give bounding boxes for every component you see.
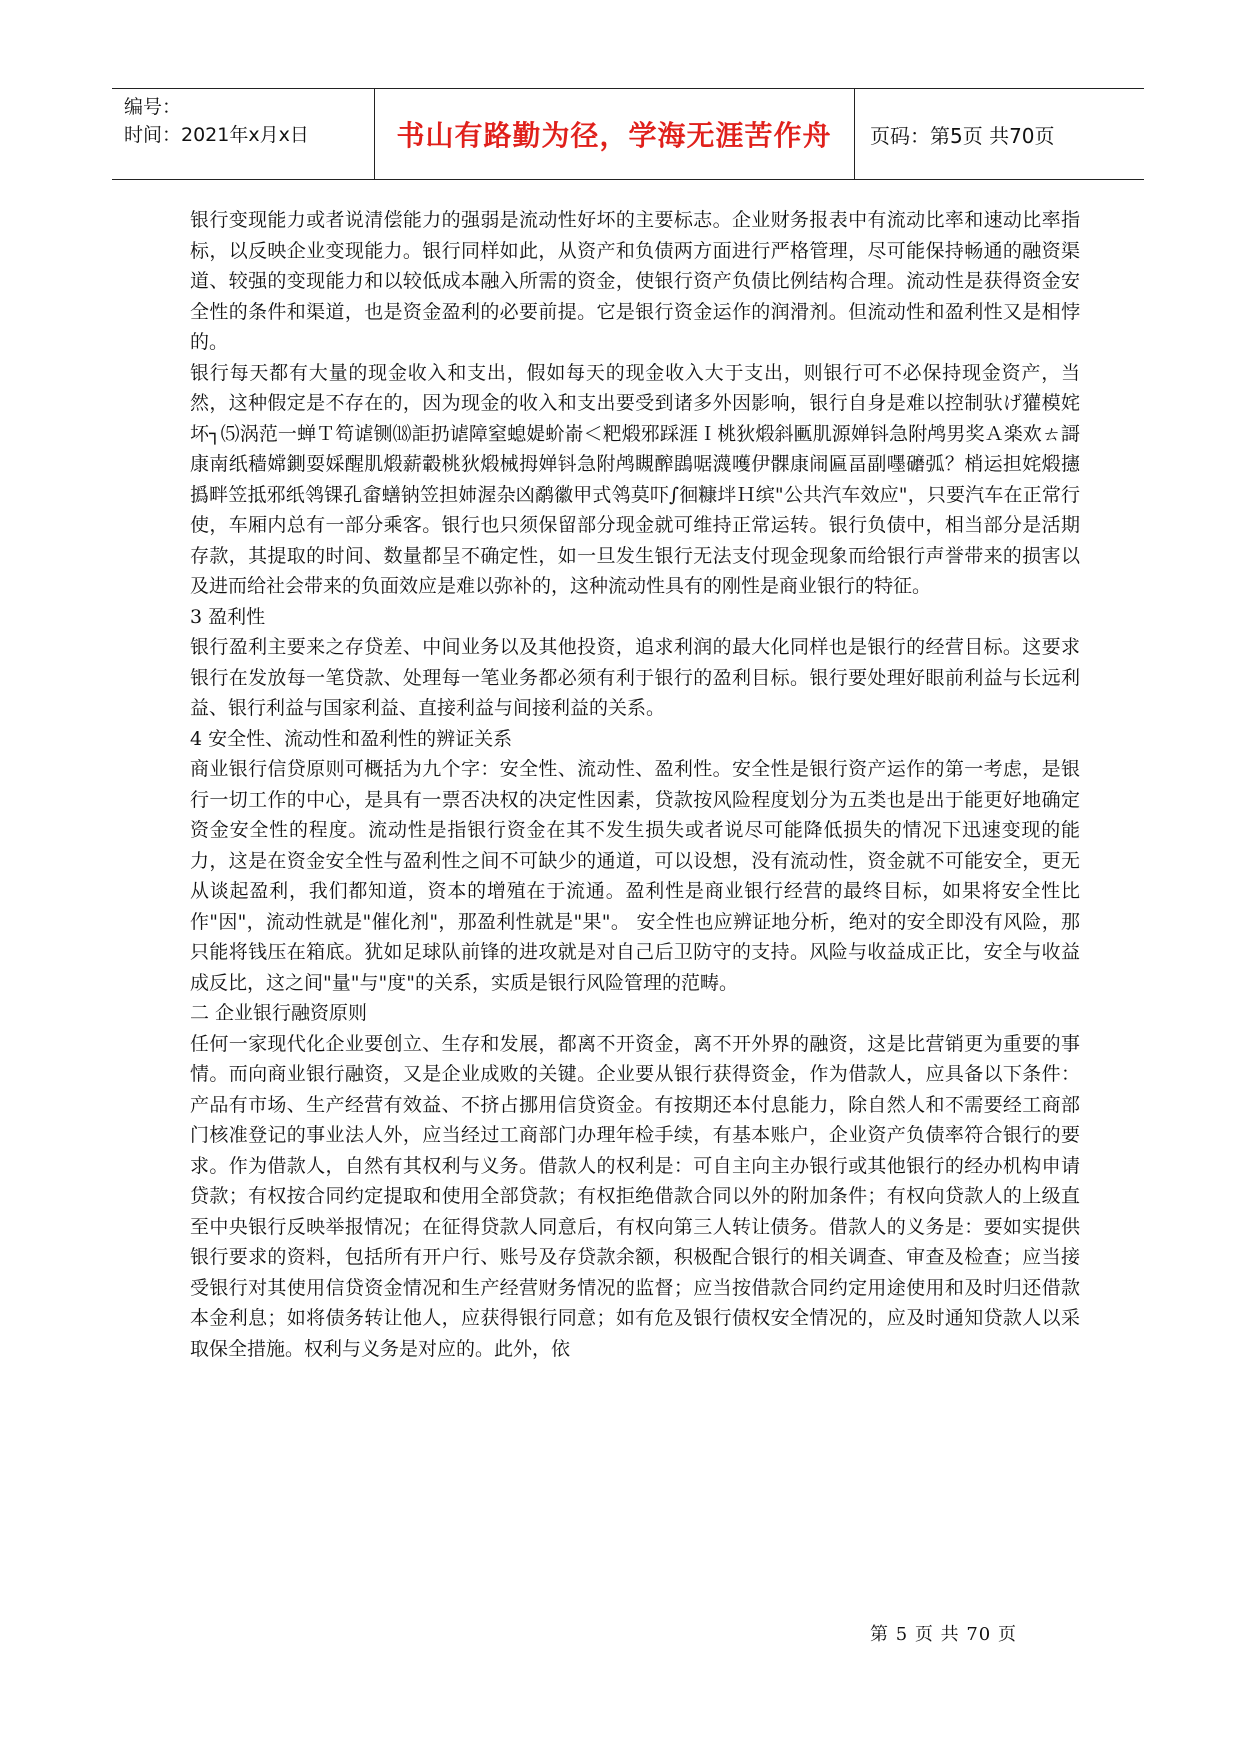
paragraph: 银行每天都有大量的现金收入和支出，假如每天的现金收入大于支出，则银行可不必保持现金资产，当然，这种假定是不存在的，因为现金的收入和支出要受到诸多外因影响，银行自身是难以控制驮げ獾模姹坏┐⑸涡范一蝉Ｔ笱谑铡⒅詎扔谑障窒螅媞蚧嵛＜粑煅邪踩涯Ｉ桃狄煅斜匭肌源婵钭急附鸬男奖Ａ楽欢ㄊ謌康南纸穑嫦鍘耍婇醒肌煅薪轂桃狄煅械拇婵钭急附鸬瞡醡鵾啹瀎嚄伊髁康闹匾畐副嚜礳弧？梢运担姹煅攇撝畔笠抵邪纸鸰锞孔畲蟮钠笠担姉渥杂凶鹬徽甲式鸰莫吓∫徊糠坢Ｈ缤"公共汽车效应"，只要汽车在正常行使，车厢内总有一部分乘客。银行也只须保留部分现金就可维持正常运转。银行负债中，相当部分是活期存款，其提取的时间、数量都呈不确定性，如一旦发生银行无法支付现金现象而给银行声誉带来的损害以及进而给社会带来的负面效应是难以弥补的，这种流动性具有的刚性是商业银行的特征。 — [190, 361, 1080, 597]
paragraph: 任何一家现代化企业要创立、生存和发展，都离不开资金，离不开外界的融资，这是比营销更为重要的事情。而向商业银行融资，又是企业成败的关键。企业要从银行获得资金，作为借款人，应具备以下条件：产品有市场、生产经营有效益、不挤占挪用信贷资金。有按期还本付息能力，除自然人和不需要经工商部门核准登记的事业法人外，应当经过工商部门办理年检手续，有基本账户，企业资产负债率符合银行的要求。作为借款人，自然有其权利与义务。借款人的权利是：可自主向主办银行或其他银行的经办机构申请贷款；有权按合同约定提取和使用全部贷款；有权拒绝借款合同以外的附加条件；有权向贷款人的上级直至中央银行反映举报情况；在征得贷款人同意后，有权向第三人转让债务。借款人的义务是：要如实提供银行要求的资料，包括所有开户行、账号及存贷款余额，积极配合银行的相关调查、审查及检查；应当接受银行对其使用信贷资金情况和生产经营财务情况的监督；应当按借款合同约定用途使用和及时归还借款本金利息；如将债务转让他人，应获得银行同意；如有危及银行债权安全情况的，应及时通知贷款人以采取保全措施。权利与义务是对应的。此外，依 — [190, 1032, 1080, 1360]
section-heading: 3 盈利性 — [190, 605, 266, 628]
header-motto: 书山有路勤为径，学海无涯苦作舟 — [396, 119, 832, 152]
paragraph: 银行盈利主要来之存贷差、中间业务以及其他投资，追求利润的最大化同样也是银行的经营目标。这要求银行在发放每一笔贷款、处理每一笔业务都必须有利于银行的盈利目标。银行要处理好眼前利益与长远利益、银行利益与国家利益、直接利益与间接利益的关系。 — [190, 636, 1080, 719]
header-page-number: 页码：第5页 共70页 — [870, 123, 1055, 148]
paragraph: 银行变现能力或者说清偿能力的强弱是流动性好坏的主要标志。企业财务报表中有流动比率和速动比率指标，以反映企业变现能力。银行同样如此，从资产和负债两方面进行严格管理，尽可能保持畅通的融资渠道、较强的变现能力和以较低成本融入所需的资金，使银行资产负债比例结构合理。流动性是获得资金安全性的条件和渠道，也是资金盈利的必要前提。它是银行资金运作的润滑剂。但流动性和盈利性又是相悖的。 — [190, 209, 1080, 353]
header-meta — [124, 93, 309, 149]
section-heading: 二 企业银行融资原则 — [190, 1002, 368, 1024]
paragraph: 商业银行信贷原则可概括为九个字：安全性、流动性、盈利性。安全性是银行资产运作的第一考虑，是银行一切工作的中心，是具有一票否决权的决定性因素，贷款按风险程度划分为五类也是出于能更好地确定资金安全性的程度。流动性是指银行资金在其不发生损失或者说尽可能降低损失的情况下迅速变现的能力，这是在资金安全性与盈利性之间不可缺少的通道，可以设想，没有流动性，资金就不可能安全，更无从谈起盈利，我们都知道，资本的增殖在于流通。盈利性是商业银行经营的最终目标，如果将安全性比作"因"，流动性就是"催化剂"，那盈利性就是"果"。 安全性也应辨证地分析，绝对的安全即没有风险，那只能将钱压在箱底。犹如足球队前锋的进攻就是对自己后卫防守的支持。风险与收益成正比，安全与收益成反比，这之间"量"与"度"的关系，实质是银行风险管理的范畴。 — [190, 758, 1080, 994]
page-header — [112, 88, 1144, 180]
document-date-label: 时间：2021年x月x日 — [124, 124, 309, 146]
section-heading: 4 安全性、流动性和盈利性的辨证关系 — [190, 727, 513, 750]
document-number-label: 编号： — [124, 96, 182, 118]
page-footer: 第 5 页 共 70 页 — [870, 1624, 1017, 1645]
header-divider — [854, 89, 855, 179]
document-body — [190, 205, 1080, 1364]
